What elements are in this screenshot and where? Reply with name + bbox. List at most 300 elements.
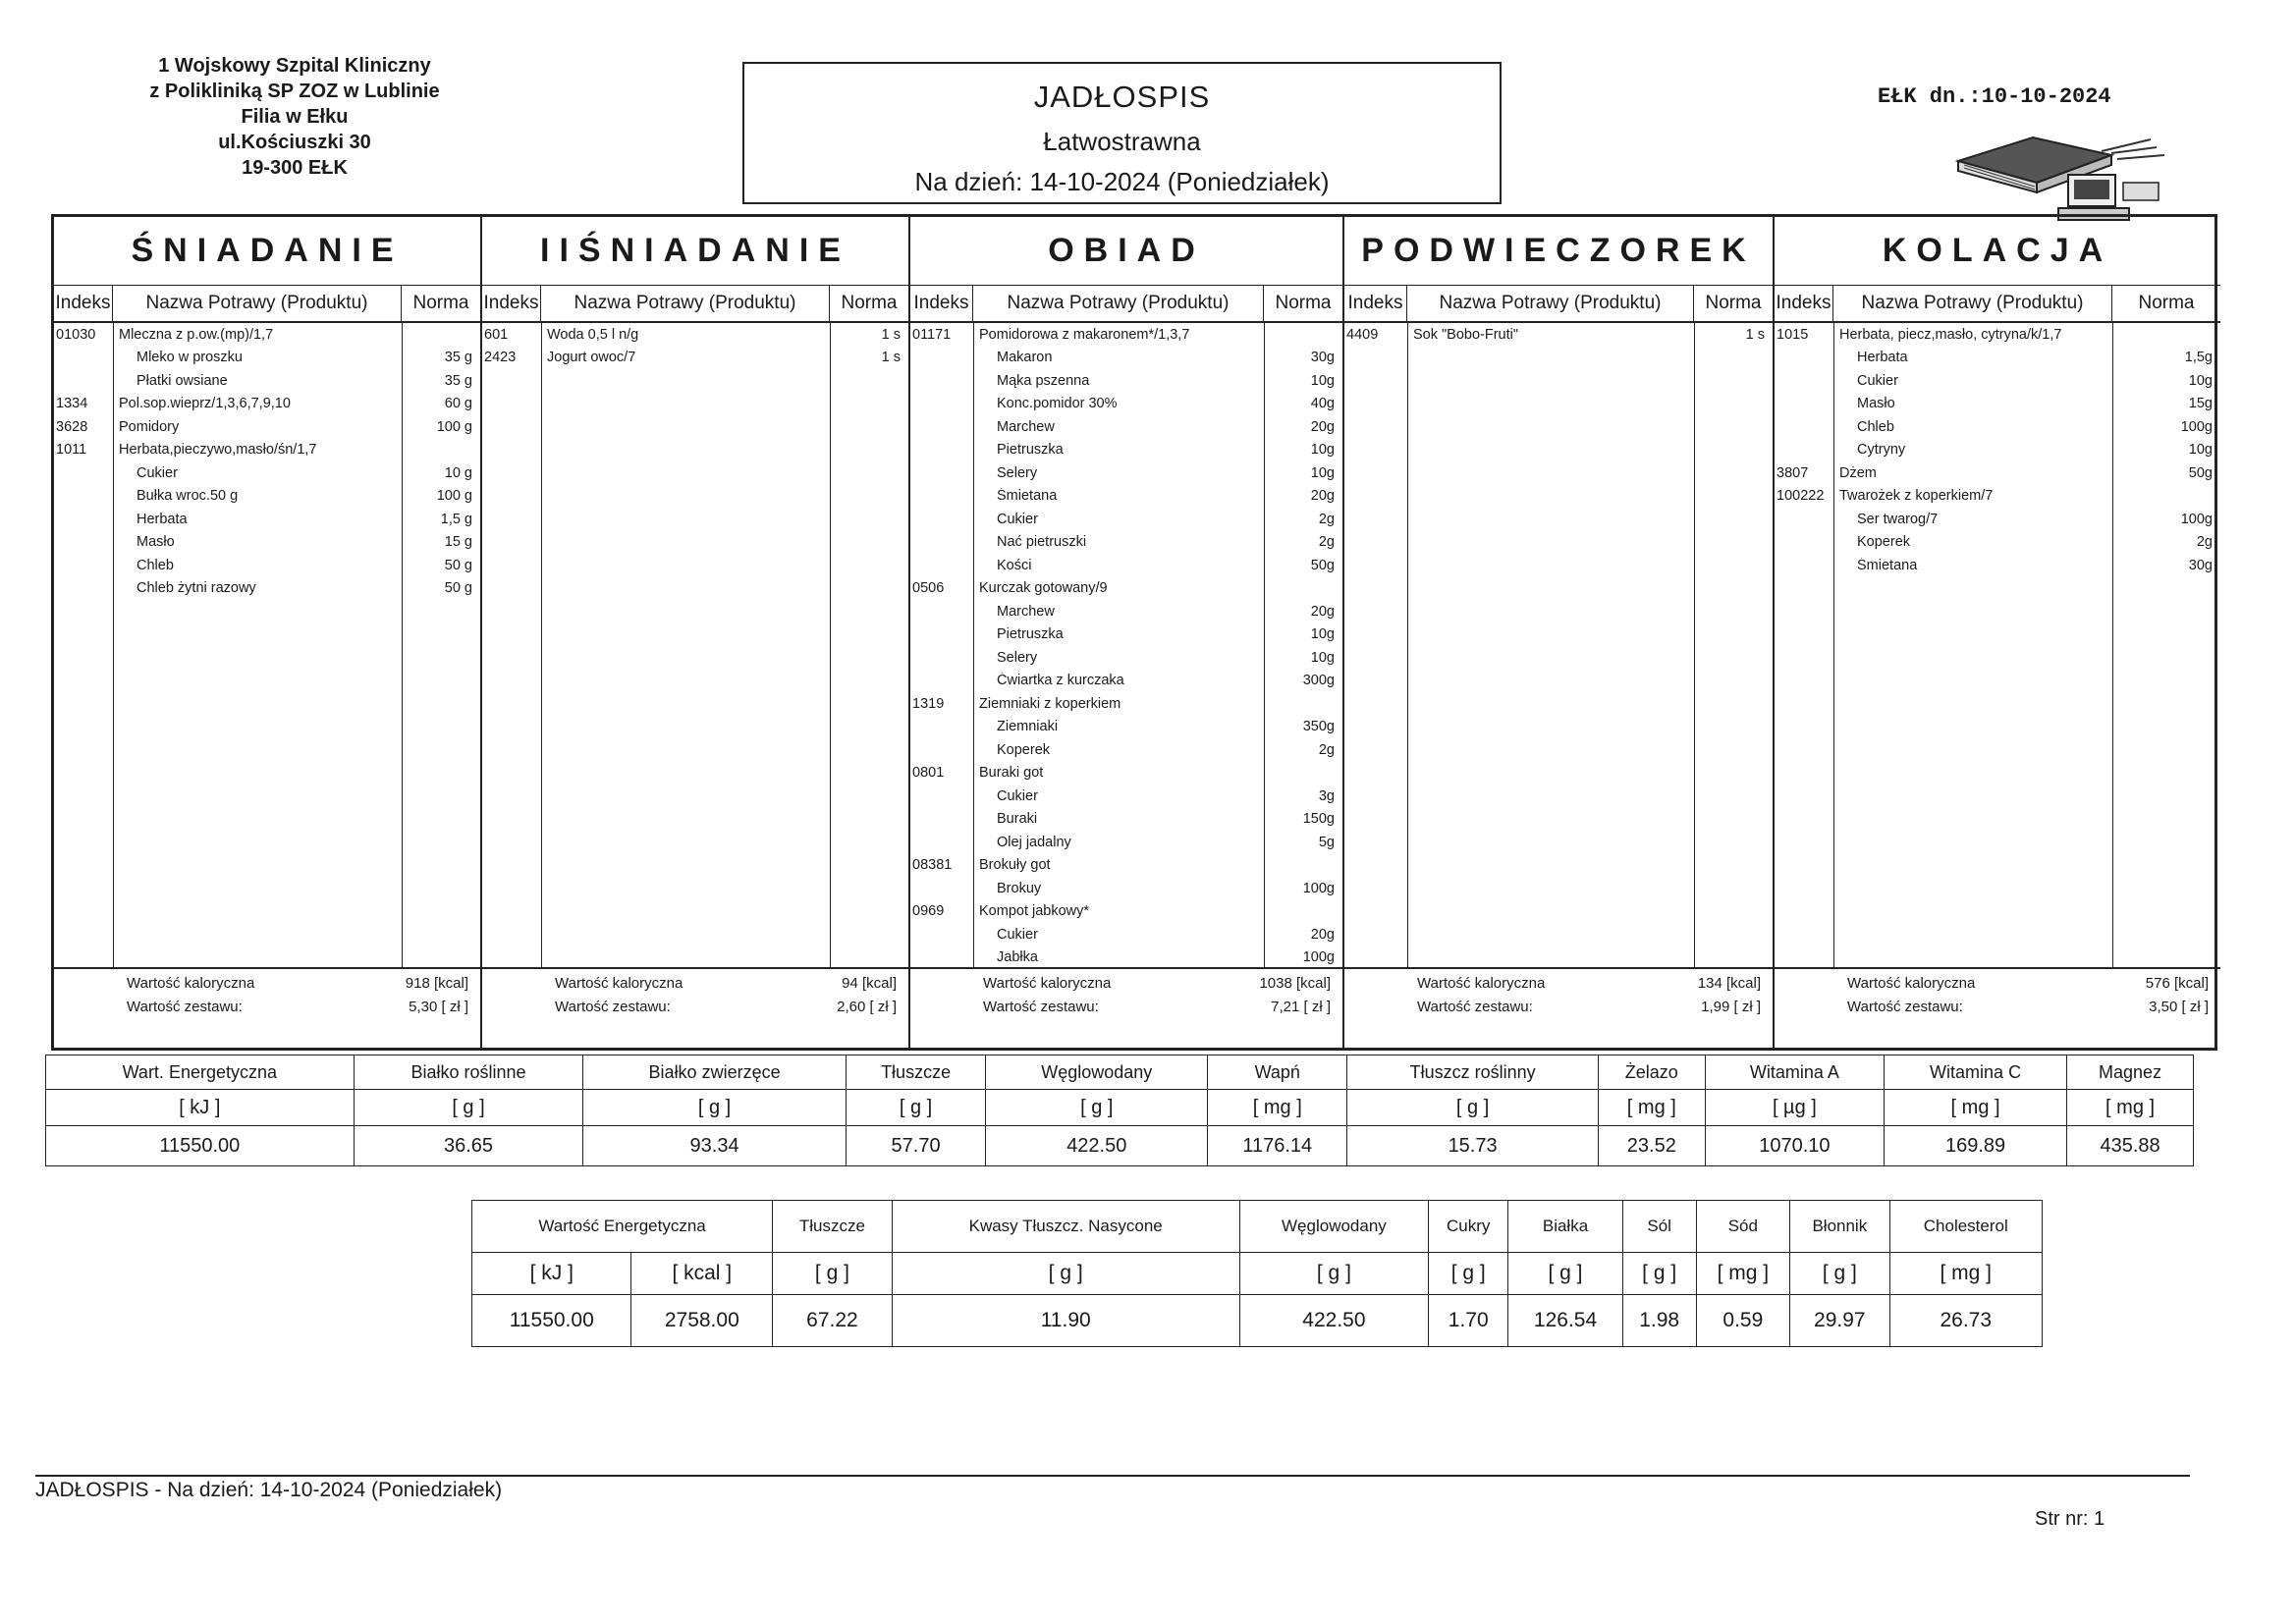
meal-title: PODWIECZOREK	[1344, 217, 1773, 286]
item-norm: 60 g	[444, 396, 472, 412]
hospital-address	[98, 53, 491, 181]
nutrient-value: 169.89	[1884, 1126, 2066, 1166]
item-norm: 100g	[2180, 418, 2213, 435]
summary-unit: [ mg ]	[1889, 1253, 2042, 1295]
set-value-amount: 3,50 [ zł ]	[2149, 999, 2209, 1015]
item-norm: 50g	[2188, 464, 2213, 481]
column-header-row	[1344, 286, 1773, 323]
nutrient-value: 11550.00	[46, 1126, 355, 1166]
meal-items	[1775, 323, 2220, 967]
summary-header: Białka	[1508, 1201, 1623, 1253]
item-index: 1334	[56, 396, 88, 412]
summary-unit: [ g ]	[1429, 1253, 1508, 1295]
meal-item-row	[910, 923, 1342, 947]
column-header-index: Indeks	[482, 286, 541, 321]
nutrient-header: Wart. Energetyczna	[46, 1055, 355, 1090]
meal-item-row	[910, 646, 1342, 670]
meal-item-row	[482, 347, 908, 370]
item-norm: 30g	[2188, 557, 2213, 573]
meal-title: KOLACJA	[1775, 217, 2220, 286]
item-norm: 2g	[2196, 534, 2213, 551]
column-header-name: Nazwa Potrawy (Produktu)	[541, 286, 830, 321]
item-norm: 2g	[1318, 511, 1335, 527]
meal-item-row	[1775, 554, 2220, 577]
item-name: Koperek	[997, 741, 1051, 758]
calories-label: Wartość kaloryczna	[1847, 975, 1976, 992]
item-name: Pietruszka	[997, 626, 1064, 643]
item-norm: 1 s	[881, 350, 901, 366]
nutrient-header: Białko zwierzęce	[583, 1055, 846, 1090]
item-index: 1319	[912, 695, 945, 712]
item-name: Buraki	[997, 811, 1038, 828]
column-header-row	[1775, 286, 2220, 323]
set-value-label: Wartość zestawu:	[1847, 999, 1963, 1015]
item-norm: 35 g	[444, 350, 472, 366]
meal-item-row	[910, 947, 1342, 970]
item-name: Chleb	[137, 557, 174, 573]
item-index: 1015	[1777, 326, 1809, 343]
calories-value: 1038 [kcal]	[1259, 975, 1331, 992]
item-norm: 300g	[1302, 673, 1335, 689]
item-name: Nać pietruszki	[997, 534, 1087, 551]
nutrient-header: Tłuszcze	[846, 1055, 986, 1090]
item-name: Sok "Bobo-Fruti"	[1413, 326, 1519, 343]
hospital-line: 1 Wojskowy Szpital Kliniczny	[158, 55, 431, 77]
column-header-norm: Norma	[841, 293, 898, 313]
nutrient-unit: [ kJ ]	[46, 1090, 355, 1126]
meal-column	[1775, 217, 2220, 1048]
item-norm: 10g	[2188, 442, 2213, 459]
item-name: Pol.sop.wieprz/1,3,6,7,9,10	[119, 396, 291, 412]
item-norm: 50 g	[444, 557, 472, 573]
book-computer-icon	[1954, 132, 2170, 226]
item-index: 2423	[484, 350, 517, 366]
item-name: Płatki owsiane	[137, 372, 228, 389]
item-name: Cukier	[1857, 372, 1898, 389]
summary-unit: [ g ]	[1239, 1253, 1429, 1295]
item-name: Selery	[997, 649, 1038, 666]
item-index: 3807	[1777, 464, 1809, 481]
item-name: Cukier	[997, 787, 1038, 804]
item-name: Śmietana	[1857, 557, 1918, 573]
item-norm: 150g	[1302, 811, 1335, 828]
summary-value: 67.22	[773, 1295, 893, 1347]
item-name: Herbata	[1857, 350, 1908, 366]
column-divider	[113, 323, 114, 967]
meal-item-row	[910, 461, 1342, 485]
nutrient-unit: [ g ]	[583, 1090, 846, 1126]
nutrient-unit: [ g ]	[846, 1090, 986, 1126]
item-name: Mąka pszenna	[997, 372, 1090, 389]
summary-header: Kwasy Tłuszcz. Nasycone	[892, 1201, 1239, 1253]
column-divider	[2112, 323, 2113, 967]
item-name: Koperek	[1857, 534, 1911, 551]
summary-unit: [ kJ ]	[472, 1253, 631, 1295]
meal-item-row	[54, 347, 480, 370]
meal-title: ŚNIADANIE	[54, 217, 480, 286]
summary-unit: [ g ]	[773, 1253, 893, 1295]
meal-item-row	[482, 323, 908, 347]
item-name: Ziemniaki z koperkiem	[979, 695, 1121, 712]
item-name: Pomidorowa z makaronem*/1,3,7	[979, 326, 1190, 343]
meal-item-row	[910, 808, 1342, 832]
meal-item-row	[910, 369, 1342, 393]
meal-item-row	[1775, 485, 2220, 509]
calories-label: Wartość kaloryczna	[127, 975, 255, 992]
item-norm: 10g	[1310, 464, 1335, 481]
calories-value: 576 [kcal]	[2145, 975, 2209, 992]
item-name: Chleb żytni razowy	[137, 580, 256, 597]
item-name: Cukier	[137, 464, 178, 481]
item-name: Cukier	[997, 926, 1038, 943]
nutrient-value: 15.73	[1347, 1126, 1598, 1166]
meal-items	[482, 323, 908, 967]
meal-item-row	[910, 393, 1342, 416]
item-name: Selery	[997, 464, 1038, 481]
meal-item-row	[1775, 323, 2220, 347]
item-norm: 30g	[1310, 350, 1335, 366]
meal-item-row	[54, 485, 480, 509]
meal-column	[482, 217, 910, 1048]
column-header-index: Indeks	[910, 286, 973, 321]
item-name: Śmietana	[997, 488, 1058, 505]
meal-column	[54, 217, 482, 1048]
item-norm: 100g	[1302, 949, 1335, 966]
meal-grid	[51, 214, 2217, 1051]
hospital-line: 19-300 EŁK	[242, 157, 348, 179]
meal-item-row	[910, 854, 1342, 878]
item-name: Ziemniaki	[997, 719, 1059, 735]
item-name: Chleb	[1857, 418, 1894, 435]
column-header-index: Indeks	[1344, 286, 1407, 321]
nutrient-value: 36.65	[354, 1126, 583, 1166]
summary-value: 11550.00	[472, 1295, 631, 1347]
item-norm: 15g	[2188, 396, 2213, 412]
meal-item-row	[910, 577, 1342, 601]
meal-item-row	[910, 784, 1342, 808]
set-value-label: Wartość zestawu:	[555, 999, 671, 1015]
summary-unit: [ mg ]	[1696, 1253, 1790, 1295]
meal-item-row	[54, 554, 480, 577]
item-norm: 100g	[2180, 511, 2213, 527]
nutrients-summary-table	[471, 1200, 2043, 1347]
meal-item-row	[910, 439, 1342, 462]
summary-header: Sól	[1622, 1201, 1696, 1253]
summary-value: 126.54	[1508, 1295, 1623, 1347]
summary-value: 2758.00	[631, 1295, 773, 1347]
item-norm: 40g	[1310, 396, 1335, 412]
item-name: Woda 0,5 l n/g	[547, 326, 639, 343]
meal-item-row	[910, 900, 1342, 924]
summary-value: 0.59	[1696, 1295, 1790, 1347]
set-value-label: Wartość zestawu:	[1417, 999, 1533, 1015]
item-index: 0801	[912, 765, 945, 782]
nutrient-header: Białko roślinne	[354, 1055, 583, 1090]
item-norm: 15 g	[444, 534, 472, 551]
meal-summary	[482, 967, 908, 1022]
nutrient-value: 1070.10	[1705, 1126, 1884, 1166]
meal-item-row	[54, 415, 480, 439]
summary-header: Błonnik	[1790, 1201, 1889, 1253]
item-name: Masło	[137, 534, 175, 551]
item-norm: 1 s	[1745, 326, 1765, 343]
column-divider	[402, 323, 403, 967]
meal-item-row	[54, 577, 480, 601]
meal-item-row	[910, 738, 1342, 762]
meal-item-row	[1775, 369, 2220, 393]
item-norm: 2g	[1318, 534, 1335, 551]
column-header-norm: Norma	[1275, 293, 1332, 313]
item-norm: 35 g	[444, 372, 472, 389]
item-name: Cukier	[997, 511, 1038, 527]
nutrient-header: Tłuszcz roślinny	[1347, 1055, 1598, 1090]
item-norm: 10g	[1310, 442, 1335, 459]
column-header-name: Nazwa Potrawy (Produktu)	[1407, 286, 1694, 321]
meal-item-row	[54, 323, 480, 347]
meal-item-row	[1344, 323, 1773, 347]
calories-label: Wartość kaloryczna	[1417, 975, 1546, 992]
item-index: 0969	[912, 903, 945, 920]
summary-unit: [ g ]	[1508, 1253, 1623, 1295]
item-norm: 5g	[1318, 834, 1335, 850]
item-name: Herbata, piecz,masło, cytryna/k/1,7	[1839, 326, 2062, 343]
meal-item-row	[910, 831, 1342, 854]
meal-summary	[910, 967, 1342, 1022]
column-divider	[973, 323, 974, 967]
column-header-index: Indeks	[54, 286, 113, 321]
nutrient-header: Witamina C	[1884, 1055, 2066, 1090]
nutrient-value: 57.70	[846, 1126, 986, 1166]
item-norm: 20g	[1310, 603, 1335, 620]
nutrients-main-table	[45, 1055, 2194, 1166]
item-norm: 20g	[1310, 488, 1335, 505]
nutrient-unit: [ g ]	[354, 1090, 583, 1126]
meal-item-row	[910, 508, 1342, 531]
meal-item-row	[910, 762, 1342, 785]
meal-item-row	[910, 347, 1342, 370]
meal-item-row	[1775, 461, 2220, 485]
footer-text: JADŁOSPIS - Na dzień: 14-10-2024 (Poniedziałek)	[35, 1479, 503, 1501]
meal-item-row	[910, 623, 1342, 647]
summary-header: Węglowodany	[1239, 1201, 1429, 1253]
meal-item-row	[1775, 415, 2220, 439]
column-header-norm: Norma	[1705, 293, 1762, 313]
item-norm: 1,5g	[2184, 350, 2213, 366]
item-name: Pietruszka	[997, 442, 1064, 459]
item-norm: 10g	[1310, 649, 1335, 666]
item-norm: 10g	[1310, 372, 1335, 389]
item-index: 4409	[1346, 326, 1379, 343]
title-box	[742, 62, 1502, 204]
nutrient-value: 422.50	[986, 1126, 1208, 1166]
column-divider	[1833, 323, 1834, 967]
item-norm: 10 g	[444, 464, 472, 481]
footer-divider	[35, 1475, 2190, 1477]
nutrient-value: 23.52	[1598, 1126, 1705, 1166]
energy-header: Wartość Energetyczna	[472, 1201, 773, 1253]
item-name: Masło	[1857, 396, 1895, 412]
meal-item-row	[1775, 347, 2220, 370]
item-name: Pomidory	[119, 418, 180, 435]
item-norm: 20g	[1310, 926, 1335, 943]
summary-header: Sód	[1696, 1201, 1790, 1253]
item-name: Ser twarog/7	[1857, 511, 1939, 527]
meal-item-row	[54, 393, 480, 416]
summary-unit: [ kcal ]	[631, 1253, 773, 1295]
summary-value: 1.98	[1622, 1295, 1696, 1347]
calories-value: 918 [kcal]	[405, 975, 468, 992]
nutrient-header: Wapń	[1208, 1055, 1347, 1090]
column-header-row	[54, 286, 480, 323]
item-name: Jogurt owoc/7	[547, 350, 636, 366]
item-name: Marchew	[997, 603, 1055, 620]
item-index: 01030	[56, 326, 96, 343]
meal-item-row	[910, 600, 1342, 623]
hospital-line: z Polikliniką SP ZOZ w Lublinie	[149, 81, 440, 102]
meal-summary	[1775, 967, 2220, 1022]
item-name: Marchew	[997, 418, 1055, 435]
item-index: 08381	[912, 857, 953, 874]
column-divider	[1407, 323, 1408, 967]
nutrient-value: 93.34	[583, 1126, 846, 1166]
calories-value: 94 [kcal]	[842, 975, 897, 992]
item-index: 3628	[56, 418, 88, 435]
nutrient-header: Żelazo	[1598, 1055, 1705, 1090]
item-norm: 10g	[1310, 626, 1335, 643]
summary-unit: [ g ]	[1622, 1253, 1696, 1295]
meal-item-row	[910, 415, 1342, 439]
meal-items	[910, 323, 1342, 967]
set-value-amount: 2,60 [ zł ]	[837, 999, 897, 1015]
set-value-amount: 1,99 [ zł ]	[1701, 999, 1761, 1015]
nutrient-unit: [ mg ]	[1208, 1090, 1347, 1126]
menu-day: Na dzień: 14-10-2024 (Poniedziałek)	[914, 167, 1330, 196]
set-value-label: Wartość zestawu:	[127, 999, 243, 1015]
item-name: Mleko w proszku	[137, 350, 243, 366]
nutrient-unit: [ µg ]	[1705, 1090, 1884, 1126]
item-name: Brokuły got	[979, 857, 1051, 874]
diet-name: Łatwostrawna	[1043, 127, 1201, 156]
meal-item-row	[54, 531, 480, 555]
nutrient-unit: [ mg ]	[2067, 1090, 2194, 1126]
item-name: Twarożek z koperkiem/7	[1839, 488, 1994, 505]
item-name: Bułka wroc.50 g	[137, 488, 239, 505]
column-divider	[541, 323, 542, 967]
item-name: Makaron	[997, 350, 1053, 366]
meal-item-row	[1775, 508, 2220, 531]
item-name: Konc.pomidor 30%	[997, 396, 1118, 412]
nutrient-unit: [ g ]	[986, 1090, 1208, 1126]
item-norm: 3g	[1318, 787, 1335, 804]
meal-item-row	[910, 877, 1342, 900]
summary-value: 11.90	[892, 1295, 1239, 1347]
nutrient-header: Magnez	[2067, 1055, 2194, 1090]
column-header-name: Nazwa Potrawy (Produktu)	[973, 286, 1264, 321]
meal-item-row	[54, 508, 480, 531]
item-name: Herbata	[137, 511, 188, 527]
meal-item-row	[54, 439, 480, 462]
meal-summary	[1344, 967, 1773, 1022]
meal-title: IIŚNIADANIE	[482, 217, 908, 286]
calories-label: Wartość kaloryczna	[983, 975, 1112, 992]
nutrient-value: 435.88	[2067, 1126, 2194, 1166]
meal-item-row	[910, 670, 1342, 693]
nutrient-value: 1176.14	[1208, 1126, 1347, 1166]
meal-column	[910, 217, 1344, 1048]
item-name: Olej jadalny	[997, 834, 1071, 850]
set-value-label: Wartość zestawu:	[983, 999, 1099, 1015]
summary-header: Tłuszcze	[773, 1201, 893, 1253]
meal-item-row	[1775, 393, 2220, 416]
summary-header: Cholesterol	[1889, 1201, 2042, 1253]
place-date: EŁK dn.:10-10-2024	[1878, 84, 2111, 109]
item-norm: 1 s	[881, 326, 901, 343]
column-header-index: Indeks	[1775, 286, 1833, 321]
meal-item-row	[910, 554, 1342, 577]
item-name: Dżem	[1839, 464, 1877, 481]
column-header-row	[910, 286, 1342, 323]
calories-value: 134 [kcal]	[1697, 975, 1761, 992]
item-norm: 50 g	[444, 580, 472, 597]
meal-items	[54, 323, 480, 967]
item-norm: 2g	[1318, 741, 1335, 758]
item-norm: 50g	[1310, 557, 1335, 573]
item-name: Kompot jabkowy*	[979, 903, 1090, 920]
item-name: Kurczak gotowany/9	[979, 580, 1108, 597]
summary-header: Cukry	[1429, 1201, 1508, 1253]
set-value-amount: 7,21 [ zł ]	[1271, 999, 1331, 1015]
meal-item-row	[910, 323, 1342, 347]
summary-value: 422.50	[1239, 1295, 1429, 1347]
item-norm: 100 g	[436, 488, 472, 505]
column-header-norm: Norma	[2138, 293, 2195, 313]
meal-item-row	[54, 461, 480, 485]
item-norm: 350g	[1302, 719, 1335, 735]
item-index: 01171	[912, 326, 952, 343]
column-divider	[1264, 323, 1265, 967]
meal-item-row	[54, 369, 480, 393]
column-header-norm: Norma	[412, 293, 469, 313]
column-divider	[830, 323, 831, 967]
page-number: Str nr: 1	[2035, 1508, 2105, 1530]
item-norm: 10g	[2188, 372, 2213, 389]
nutrient-unit: [ g ]	[1347, 1090, 1598, 1126]
meal-item-row	[910, 692, 1342, 716]
item-name: Kości	[997, 557, 1032, 573]
set-value-amount: 5,30 [ zł ]	[409, 999, 468, 1015]
item-name: Jabłka	[997, 949, 1038, 966]
item-norm: 100 g	[436, 418, 472, 435]
meal-title: OBIAD	[910, 217, 1342, 286]
item-name: Buraki got	[979, 765, 1044, 782]
meal-summary	[54, 967, 480, 1022]
item-name: Cytryny	[1857, 442, 1906, 459]
summary-value: 26.73	[1889, 1295, 2042, 1347]
column-divider	[1694, 323, 1695, 967]
column-header-name: Nazwa Potrawy (Produktu)	[1833, 286, 2112, 321]
item-index: 1011	[56, 442, 87, 459]
meal-item-row	[910, 531, 1342, 555]
item-name: Ćwiartka z kurczaka	[997, 673, 1124, 689]
document-title: JADŁOSPIS	[1033, 80, 1211, 114]
column-header-name: Nazwa Potrawy (Produktu)	[113, 286, 402, 321]
item-norm: 1,5 g	[440, 511, 472, 527]
meal-column	[1344, 217, 1775, 1048]
item-name: Brokuy	[997, 880, 1042, 896]
item-norm: 100g	[1302, 880, 1335, 896]
nutrient-unit: [ mg ]	[1598, 1090, 1705, 1126]
meal-item-row	[910, 485, 1342, 509]
